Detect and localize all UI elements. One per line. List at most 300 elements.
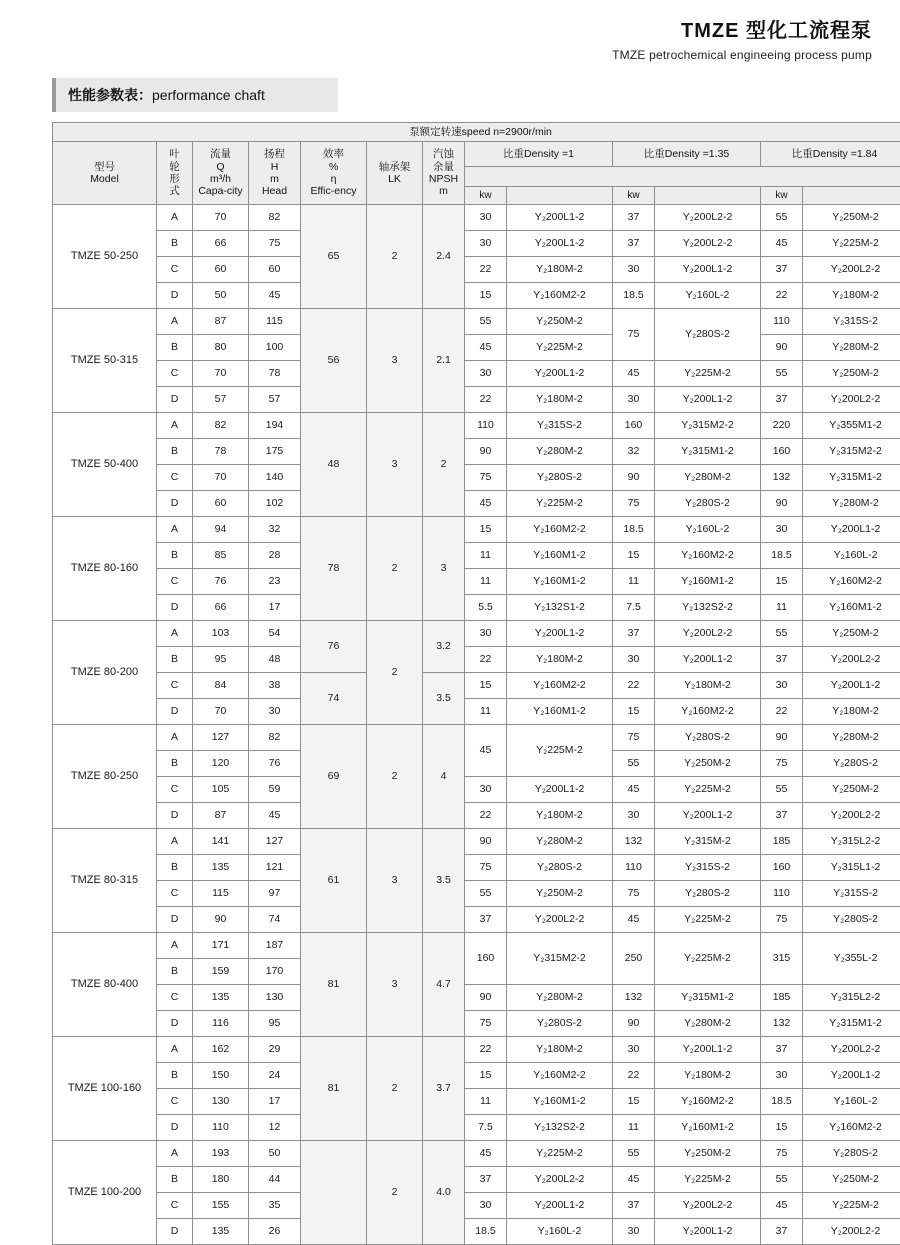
cell-motor-model-density1: Y₂160M1-2 <box>507 569 613 595</box>
cell-head: 127 <box>249 829 301 855</box>
header-impeller-2: 轮 <box>169 161 180 173</box>
cell-motor-kw-density184: 45 <box>761 1193 803 1219</box>
cell-motor-model-density184: Y₂200L2-2 <box>803 803 900 829</box>
cell-impeller-letter: C <box>157 881 193 907</box>
cell-motor-model-density135: Y₂315M1-2 <box>655 985 761 1011</box>
cell-head: 82 <box>249 205 301 231</box>
cell-head: 57 <box>249 387 301 413</box>
table-row <box>53 595 900 621</box>
cell-motor-model-density135: Y₂280S-2 <box>655 491 761 517</box>
cell-motor-model-density184: Y₂160M2-2 <box>803 1115 900 1141</box>
cell-impeller-letter: A <box>157 1037 193 1063</box>
cell-flow: 50 <box>193 283 249 309</box>
table-row <box>53 1115 900 1141</box>
cell-npsh: 2.4 <box>423 205 465 309</box>
cell-impeller-letter: C <box>157 257 193 283</box>
cell-motor-model-density135: Y₂280S-2 <box>655 725 761 751</box>
header-head-2: m <box>270 173 279 185</box>
cell-motor-model-density1: Y₂280S-2 <box>507 465 613 491</box>
cell-impeller-letter: A <box>157 413 193 439</box>
cell-flow: 70 <box>193 205 249 231</box>
header-npsh-3: m <box>439 185 448 197</box>
cell-model: TMZE 80-160 <box>53 517 157 621</box>
cell-head: 59 <box>249 777 301 803</box>
cell-motor-model-density1: Y₂315M2-2 <box>507 933 613 985</box>
header-flow-2: m³/h <box>210 173 231 185</box>
cell-motor-kw-density184: 55 <box>761 361 803 387</box>
cell-motor-kw-density1: 37 <box>465 1167 507 1193</box>
cell-motor-kw-density1: 30 <box>465 361 507 387</box>
cell-motor-kw-density184: 37 <box>761 803 803 829</box>
cell-head: 48 <box>249 647 301 673</box>
cell-motor-model-density184: Y₂315S-2 <box>803 881 900 907</box>
table-row <box>53 907 900 933</box>
table-row <box>53 309 900 335</box>
specification-table <box>52 122 900 1245</box>
cell-motor-model-density1: Y₂200L1-2 <box>507 1193 613 1219</box>
cell-motor-kw-density1: 45 <box>465 725 507 777</box>
cell-motor-model-density135: Y₂200L1-2 <box>655 1037 761 1063</box>
cell-motor-model-density184: Y₂355L-2 <box>803 933 900 985</box>
cell-motor-kw-density1: 22 <box>465 1037 507 1063</box>
cell-motor-model-density1: Y₂200L2-2 <box>507 907 613 933</box>
cell-motor-kw-density184: 90 <box>761 491 803 517</box>
cell-flow: 66 <box>193 231 249 257</box>
cell-impeller-letter: C <box>157 569 193 595</box>
cell-motor-model-density184: Y₂250M-2 <box>803 621 900 647</box>
cell-model: TMZE 80-250 <box>53 725 157 829</box>
cell-motor-kw-density184: 55 <box>761 621 803 647</box>
cell-impeller-letter: C <box>157 465 193 491</box>
cell-motor-model-density1: Y₂225M-2 <box>507 335 613 361</box>
table-row <box>53 517 900 543</box>
header-eff-0: 效率 <box>323 148 344 160</box>
cell-motor-model-density184: Y₂200L2-2 <box>803 647 900 673</box>
cell-motor-kw-density184: 90 <box>761 725 803 751</box>
cell-motor-kw-density184: 11 <box>761 595 803 621</box>
cell-model: TMZE 50-250 <box>53 205 157 309</box>
cell-motor-kw-density184: 160 <box>761 439 803 465</box>
cell-flow: 60 <box>193 257 249 283</box>
cell-motor-model-density184: Y₂355M1-2 <box>803 413 900 439</box>
cell-motor-kw-density1: 22 <box>465 647 507 673</box>
cell-motor-kw-density135: 75 <box>613 725 655 751</box>
cell-motor-kw-density135: 37 <box>613 1193 655 1219</box>
cell-motor-model-density1: Y₂180M-2 <box>507 1037 613 1063</box>
cell-efficiency: 81 <box>301 933 367 1037</box>
header-head-1: H <box>271 161 279 173</box>
cell-impeller-letter: B <box>157 543 193 569</box>
cell-motor-kw-density1: 5.5 <box>465 595 507 621</box>
cell-motor-kw-density135: 110 <box>613 855 655 881</box>
cell-motor-model-density184: Y₂250M-2 <box>803 361 900 387</box>
cell-impeller-letter: B <box>157 439 193 465</box>
cell-motor-model-density1: Y₂280M-2 <box>507 829 613 855</box>
cell-motor-model-density1: Y₂200L2-2 <box>507 1167 613 1193</box>
cell-motor-kw-density135: 37 <box>613 205 655 231</box>
cell-head: 100 <box>249 335 301 361</box>
header-density-1: 比重Density =1 <box>465 142 613 167</box>
header-model-2 <box>655 186 761 204</box>
header-eff-1: % <box>329 161 338 173</box>
cell-head: 54 <box>249 621 301 647</box>
header-model-1 <box>507 186 613 204</box>
cell-model: TMZE 100-160 <box>53 1037 157 1141</box>
cell-motor-kw-density1: 45 <box>465 1141 507 1167</box>
table-row <box>53 283 900 309</box>
table-row <box>53 205 900 231</box>
table-body <box>53 205 900 1245</box>
cell-motor-kw-density135: 30 <box>613 647 655 673</box>
cell-head: 82 <box>249 725 301 751</box>
cell-motor-model-density135: Y₂200L1-2 <box>655 803 761 829</box>
header-impeller-4: 式 <box>169 185 180 197</box>
cell-head: 28 <box>249 543 301 569</box>
cell-motor-kw-density184: 15 <box>761 569 803 595</box>
cell-head: 102 <box>249 491 301 517</box>
cell-motor-model-density1: Y₂200L1-2 <box>507 231 613 257</box>
cell-head: 130 <box>249 985 301 1011</box>
cell-motor-model-density184: Y₂315S-2 <box>803 309 900 335</box>
cell-impeller-letter: C <box>157 985 193 1011</box>
cell-motor-model-density184: Y₂250M-2 <box>803 1167 900 1193</box>
cell-motor-model-density135: Y₂250M-2 <box>655 751 761 777</box>
header-kw-3: kw <box>761 186 803 204</box>
header-kw-2: kw <box>613 186 655 204</box>
cell-motor-model-density135: Y₂315M2-2 <box>655 413 761 439</box>
cell-flow: 87 <box>193 309 249 335</box>
cell-bearing: 3 <box>367 413 423 517</box>
cell-motor-kw-density135: 75 <box>613 881 655 907</box>
cell-motor-kw-density184: 15 <box>761 1115 803 1141</box>
cell-head: 60 <box>249 257 301 283</box>
cell-model: TMZE 80-400 <box>53 933 157 1037</box>
cell-motor-kw-density1: 22 <box>465 257 507 283</box>
section-label-cn: 性能参数表： <box>68 87 152 103</box>
header-npsh-2: NPSH <box>429 173 458 185</box>
cell-motor-kw-density184: 132 <box>761 465 803 491</box>
header-npsh-0: 汽蚀 <box>433 148 454 160</box>
cell-motor-kw-density1: 11 <box>465 699 507 725</box>
cell-head: 17 <box>249 1089 301 1115</box>
cell-model: TMZE 50-400 <box>53 413 157 517</box>
cell-motor-model-density184: Y₂160L-2 <box>803 1089 900 1115</box>
cell-motor-model-density184: Y₂180M-2 <box>803 699 900 725</box>
header-flow-3: Capa-city <box>198 185 242 197</box>
cell-motor-model-density135: Y₂315M-2 <box>655 829 761 855</box>
table-row <box>53 231 900 257</box>
cell-motor-kw-density1: 30 <box>465 621 507 647</box>
cell-bearing: 2 <box>367 725 423 829</box>
section-label-en: performance chaft <box>152 87 265 103</box>
cell-motor-model-density1: Y₂200L1-2 <box>507 361 613 387</box>
cell-motor-model-density1: Y₂225M-2 <box>507 491 613 517</box>
cell-motor-kw-density184: 90 <box>761 335 803 361</box>
cell-motor-model-density135: Y₂160M1-2 <box>655 1115 761 1141</box>
cell-impeller-letter: D <box>157 595 193 621</box>
cell-impeller-letter: A <box>157 1141 193 1167</box>
table-row <box>53 439 900 465</box>
cell-motor-model-density1: Y₂160M1-2 <box>507 1089 613 1115</box>
cell-motor-model-density135: Y₂315M1-2 <box>655 439 761 465</box>
cell-efficiency: 78 <box>301 517 367 621</box>
cell-motor-model-density135: Y₂200L1-2 <box>655 647 761 673</box>
cell-flow: 120 <box>193 751 249 777</box>
cell-motor-model-density184: Y₂200L2-2 <box>803 1219 900 1245</box>
cell-flow: 70 <box>193 699 249 725</box>
cell-motor-kw-density184: 185 <box>761 985 803 1011</box>
cell-impeller-letter: D <box>157 387 193 413</box>
header-bearing-0: 轴承架 <box>379 161 411 173</box>
cell-motor-kw-density135: 22 <box>613 673 655 699</box>
cell-motor-kw-density184: 18.5 <box>761 543 803 569</box>
cell-motor-kw-density184: 220 <box>761 413 803 439</box>
cell-motor-kw-density184: 110 <box>761 881 803 907</box>
cell-motor-model-density135: Y₂200L2-2 <box>655 1193 761 1219</box>
header-flow-1: Q <box>216 161 224 173</box>
cell-impeller-letter: B <box>157 959 193 985</box>
cell-motor-kw-density184: 37 <box>761 257 803 283</box>
cell-efficiency: 61 <box>301 829 367 933</box>
table-row <box>53 1219 900 1245</box>
cell-efficiency <box>301 1141 367 1245</box>
cell-motor-kw-density1: 15 <box>465 1063 507 1089</box>
cell-motor-kw-density1: 22 <box>465 387 507 413</box>
cell-motor-model-density135: Y₂160M2-2 <box>655 1089 761 1115</box>
cell-head: 17 <box>249 595 301 621</box>
cell-bearing: 2 <box>367 205 423 309</box>
cell-impeller-letter: D <box>157 1115 193 1141</box>
cell-motor-model-density1: Y₂180M-2 <box>507 647 613 673</box>
cell-motor-model-density184: Y₂250M-2 <box>803 205 900 231</box>
cell-motor-kw-density135: 45 <box>613 361 655 387</box>
cell-motor-model-density1: Y₂250M-2 <box>507 309 613 335</box>
cell-motor-kw-density135: 45 <box>613 1167 655 1193</box>
cell-head: 187 <box>249 933 301 959</box>
cell-motor-model-density1: Y₂160M1-2 <box>507 699 613 725</box>
cell-motor-model-density184: Y₂315L2-2 <box>803 985 900 1011</box>
cell-npsh: 4 <box>423 725 465 829</box>
cell-head: 35 <box>249 1193 301 1219</box>
cell-motor-kw-density1: 55 <box>465 309 507 335</box>
table-row <box>53 985 900 1011</box>
cell-motor-model-density184: Y₂280M-2 <box>803 491 900 517</box>
cell-motor-kw-density184: 37 <box>761 1037 803 1063</box>
header-flow <box>193 142 249 205</box>
header-efficiency <box>301 142 367 205</box>
cell-impeller-letter: B <box>157 231 193 257</box>
header-model-cn: 型号 <box>94 161 115 173</box>
cell-flow: 76 <box>193 569 249 595</box>
cell-flow: 105 <box>193 777 249 803</box>
header-kw-1: kw <box>465 186 507 204</box>
cell-flow: 103 <box>193 621 249 647</box>
cell-motor-model-density135: Y₂160M2-2 <box>655 699 761 725</box>
cell-bearing: 3 <box>367 829 423 933</box>
cell-motor-model-density1: Y₂132S2-2 <box>507 1115 613 1141</box>
cell-impeller-letter: C <box>157 361 193 387</box>
table-row <box>53 725 900 751</box>
cell-motor-kw-density1: 15 <box>465 517 507 543</box>
cell-motor-model-density184: Y₂280S-2 <box>803 751 900 777</box>
cell-impeller-letter: D <box>157 907 193 933</box>
cell-npsh: 3 <box>423 517 465 621</box>
cell-motor-kw-density135: 55 <box>613 1141 655 1167</box>
header-flow-0: 流量 <box>210 148 231 160</box>
table-row <box>53 543 900 569</box>
cell-motor-model-density184: Y₂200L2-2 <box>803 387 900 413</box>
cell-impeller-letter: D <box>157 699 193 725</box>
cell-head: 115 <box>249 309 301 335</box>
cell-head: 75 <box>249 231 301 257</box>
cell-motor-kw-density1: 15 <box>465 673 507 699</box>
table-row <box>53 1141 900 1167</box>
table-row <box>53 387 900 413</box>
cell-model: TMZE 80-315 <box>53 829 157 933</box>
table-row <box>53 881 900 907</box>
cell-motor-model-density135: Y₂200L2-2 <box>655 231 761 257</box>
cell-head: 44 <box>249 1167 301 1193</box>
cell-motor-model-density184: Y₂200L2-2 <box>803 1037 900 1063</box>
cell-motor-model-density184: Y₂315M2-2 <box>803 439 900 465</box>
cell-motor-model-density135: Y₂280S-2 <box>655 881 761 907</box>
cell-motor-model-density184: Y₂160M1-2 <box>803 595 900 621</box>
cell-head: 38 <box>249 673 301 699</box>
table-row <box>53 257 900 283</box>
cell-motor-kw-density1: 75 <box>465 855 507 881</box>
cell-head: 23 <box>249 569 301 595</box>
cell-motor-model-density184: Y₂280M-2 <box>803 725 900 751</box>
cell-bearing: 2 <box>367 1037 423 1141</box>
cell-motor-kw-density135: 250 <box>613 933 655 985</box>
cell-motor-kw-density135: 37 <box>613 231 655 257</box>
cell-flow: 90 <box>193 907 249 933</box>
cell-flow: 135 <box>193 1219 249 1245</box>
cell-motor-kw-density1: 11 <box>465 543 507 569</box>
table-row <box>53 1011 900 1037</box>
table-row <box>53 569 900 595</box>
cell-motor-kw-density135: 30 <box>613 1037 655 1063</box>
cell-motor-kw-density184: 30 <box>761 1063 803 1089</box>
cell-motor-kw-density1: 75 <box>465 465 507 491</box>
cell-npsh: 4.7 <box>423 933 465 1037</box>
cell-flow: 193 <box>193 1141 249 1167</box>
cell-motor-kw-density135: 45 <box>613 777 655 803</box>
table-head <box>53 123 900 205</box>
header-head-3: Head <box>262 185 287 197</box>
cell-head: 97 <box>249 881 301 907</box>
cell-motor-kw-density135: 22 <box>613 1063 655 1089</box>
cell-motor-model-density184: Y₂160L-2 <box>803 543 900 569</box>
cell-model: TMZE 80-200 <box>53 621 157 725</box>
cell-motor-kw-density184: 30 <box>761 517 803 543</box>
header-impeller-3: 形 <box>169 173 180 185</box>
cell-head: 194 <box>249 413 301 439</box>
cell-motor-kw-density1: 90 <box>465 985 507 1011</box>
cell-motor-model-density135: Y₂225M-2 <box>655 933 761 985</box>
cell-flow: 82 <box>193 413 249 439</box>
cell-motor-kw-density135: 18.5 <box>613 517 655 543</box>
table-row <box>53 699 900 725</box>
cell-motor-model-density135: Y₂315S-2 <box>655 855 761 881</box>
cell-flow: 171 <box>193 933 249 959</box>
table-row <box>53 777 900 803</box>
table-row <box>53 1193 900 1219</box>
cell-head: 78 <box>249 361 301 387</box>
cell-flow: 85 <box>193 543 249 569</box>
cell-motor-kw-density1: 75 <box>465 1011 507 1037</box>
cell-motor-kw-density1: 22 <box>465 803 507 829</box>
cell-head: 50 <box>249 1141 301 1167</box>
cell-bearing: 3 <box>367 933 423 1037</box>
cell-motor-kw-density135: 90 <box>613 465 655 491</box>
header-npsh <box>423 142 465 205</box>
cell-motor-model-density1: Y₂160M2-2 <box>507 1063 613 1089</box>
cell-motor-kw-density1: 11 <box>465 569 507 595</box>
cell-motor-model-density184: Y₂315L1-2 <box>803 855 900 881</box>
cell-efficiency: 69 <box>301 725 367 829</box>
cell-head: 140 <box>249 465 301 491</box>
cell-impeller-letter: A <box>157 205 193 231</box>
cell-motor-model-density135: Y₂200L2-2 <box>655 205 761 231</box>
cell-flow: 135 <box>193 855 249 881</box>
spec-table-wrapper <box>52 122 852 1245</box>
cell-motor-model-density1: Y₂200L1-2 <box>507 777 613 803</box>
cell-motor-kw-density1: 90 <box>465 439 507 465</box>
cell-flow: 150 <box>193 1063 249 1089</box>
cell-motor-kw-density1: 15 <box>465 283 507 309</box>
cell-motor-kw-density135: 11 <box>613 569 655 595</box>
cell-head: 12 <box>249 1115 301 1141</box>
cell-head: 45 <box>249 803 301 829</box>
cell-motor-kw-density184: 75 <box>761 907 803 933</box>
cell-motor-model-density184: Y₂280M-2 <box>803 335 900 361</box>
cell-flow: 94 <box>193 517 249 543</box>
cell-motor-model-density135: Y₂280M-2 <box>655 465 761 491</box>
cell-motor-model-density1: Y₂200L1-2 <box>507 205 613 231</box>
cell-motor-kw-density135: 90 <box>613 1011 655 1037</box>
cell-head: 170 <box>249 959 301 985</box>
cell-motor-model-density1: Y₂280S-2 <box>507 855 613 881</box>
cell-motor-model-density135: Y₂200L2-2 <box>655 621 761 647</box>
title-english: TMZE petrochemical engineeing process pump <box>0 48 872 62</box>
cell-head: 175 <box>249 439 301 465</box>
cell-motor-model-density135: Y₂225M-2 <box>655 907 761 933</box>
cell-motor-model-density135: Y₂225M-2 <box>655 777 761 803</box>
cell-bearing: 2 <box>367 1141 423 1245</box>
cell-motor-kw-density184: 37 <box>761 647 803 673</box>
cell-motor-kw-density1: 90 <box>465 829 507 855</box>
header-head-0: 扬程 <box>264 148 285 160</box>
cell-motor-kw-density1: 45 <box>465 491 507 517</box>
cell-motor-kw-density184: 55 <box>761 777 803 803</box>
header-density-135: 比重Density =1.35 <box>613 142 761 167</box>
header-npsh-1: 余量 <box>433 161 454 173</box>
cell-motor-kw-density184: 55 <box>761 1167 803 1193</box>
cell-motor-model-density1: Y₂225M-2 <box>507 1141 613 1167</box>
cell-motor-kw-density184: 37 <box>761 1219 803 1245</box>
cell-impeller-letter: C <box>157 673 193 699</box>
cell-head: 121 <box>249 855 301 881</box>
cell-impeller-letter: C <box>157 777 193 803</box>
cell-efficiency: 81 <box>301 1037 367 1141</box>
header-eff-3: Effic-ency <box>311 185 357 197</box>
cell-motor-kw-density1: 18.5 <box>465 1219 507 1245</box>
cell-motor-kw-density184: 18.5 <box>761 1089 803 1115</box>
cell-motor-model-density184: Y₂200L2-2 <box>803 257 900 283</box>
cell-motor-kw-density135: 45 <box>613 907 655 933</box>
cell-motor-model-density184: Y₂315M1-2 <box>803 1011 900 1037</box>
